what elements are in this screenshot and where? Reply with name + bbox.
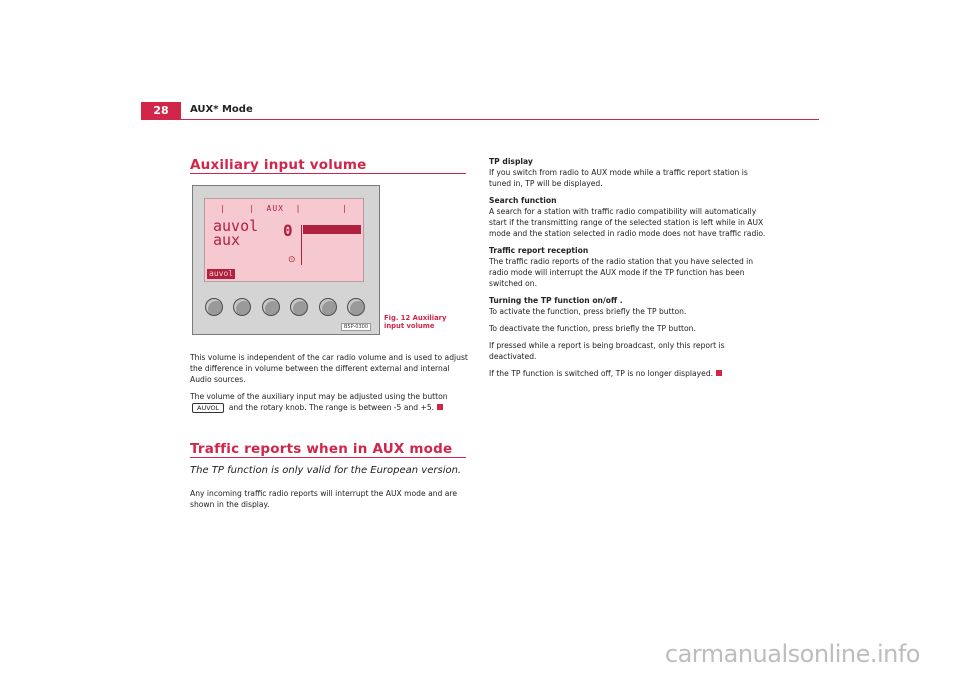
lcd-softkey-label: auvol bbox=[209, 269, 234, 278]
softkey-button-2 bbox=[233, 298, 251, 316]
chapter-title: AUX* Mode bbox=[190, 104, 253, 115]
section-subheading: The TP function is only valid for the European version. bbox=[190, 465, 462, 476]
subhead-tp-toggle: Turning the TP function on/off . bbox=[489, 296, 623, 305]
subhead-tp-display: TP display bbox=[489, 157, 533, 166]
paragraph: If you switch from radio to AUX mode while a traffic report station is tuned in, TP will be displayed. bbox=[489, 168, 748, 188]
softkey-button-4 bbox=[290, 298, 308, 316]
figure-caption: Fig. 12 Auxiliary input volume bbox=[384, 314, 447, 330]
section-heading-aux-volume: Auxiliary input volume bbox=[190, 157, 367, 173]
paragraph: If pressed while a report is being broadcast, only this report is deactivated. bbox=[489, 341, 725, 361]
lcd-volume-value: 0 bbox=[283, 221, 293, 240]
heading-divider bbox=[190, 457, 466, 458]
lcd-volume-bar-fill bbox=[303, 226, 361, 234]
auvol-key-symbol: AUVOL bbox=[192, 403, 224, 413]
paragraph-text: The volume of the auxiliary input may be adjusted using the button bbox=[190, 392, 448, 401]
paragraph: The traffic radio reports of the radio station that you have selected in radio mode will interrupt the AUX mode if the TP function has been switched on. bbox=[489, 257, 754, 288]
paragraph bbox=[489, 368, 769, 379]
paragraph: To activate the function, press briefly the TP button. bbox=[489, 307, 687, 316]
paragraph bbox=[190, 391, 468, 413]
softkey-button-3 bbox=[262, 298, 280, 316]
lcd-screen bbox=[204, 198, 364, 282]
paragraph: Any incoming traffic radio reports will interrupt the AUX mode and are shown in the display. bbox=[190, 489, 458, 509]
subhead-traffic-report-reception: Traffic report reception bbox=[489, 246, 589, 255]
hardware-button-row bbox=[205, 298, 365, 318]
softkey-button-5 bbox=[319, 298, 337, 316]
paragraph-text: and the rotary knob. The range is between -5 and +5. bbox=[228, 403, 435, 412]
end-marker-icon bbox=[716, 370, 722, 376]
section1-body bbox=[190, 352, 468, 419]
page-number: 28 bbox=[141, 102, 181, 119]
lcd-top-bar: | | AUX | | bbox=[220, 204, 348, 213]
watermark: carmanualsonline.info bbox=[664, 640, 920, 668]
radio-display-figure bbox=[192, 185, 380, 335]
paragraph-text: If the TP function is switched off, TP is no longer displayed. bbox=[489, 369, 714, 378]
end-marker-icon bbox=[437, 404, 443, 410]
right-column bbox=[489, 156, 769, 385]
lcd-volume-bar bbox=[303, 225, 361, 234]
subhead-search-function: Search function bbox=[489, 196, 557, 205]
figure-code: B5P-0300 bbox=[341, 323, 371, 331]
softkey-button-6 bbox=[347, 298, 365, 316]
lcd-divider bbox=[301, 225, 302, 265]
paragraph: To deactivate the function, press briefly the TP button. bbox=[489, 324, 696, 333]
section2-body bbox=[190, 488, 468, 516]
heading-divider bbox=[190, 173, 466, 174]
paragraph: A search for a station with traffic radio compatibility will automatically start if the transmitting range of the selected station is left while in AUX mode and the station selected in radio mode does not have traffic radio. bbox=[489, 207, 766, 238]
rotary-knob-icon: ⊙ bbox=[288, 255, 296, 265]
lcd-line-aux: aux bbox=[213, 231, 241, 249]
softkey-button-1 bbox=[205, 298, 223, 316]
lcd-line-auvol: auvol bbox=[213, 217, 259, 235]
section-heading-traffic-reports: Traffic reports when in AUX mode bbox=[190, 441, 453, 457]
header-divider bbox=[141, 119, 819, 120]
paragraph: This volume is independent of the car radio volume and is used to adjust the difference in volume between the different external and internal Audio sources. bbox=[190, 353, 468, 384]
